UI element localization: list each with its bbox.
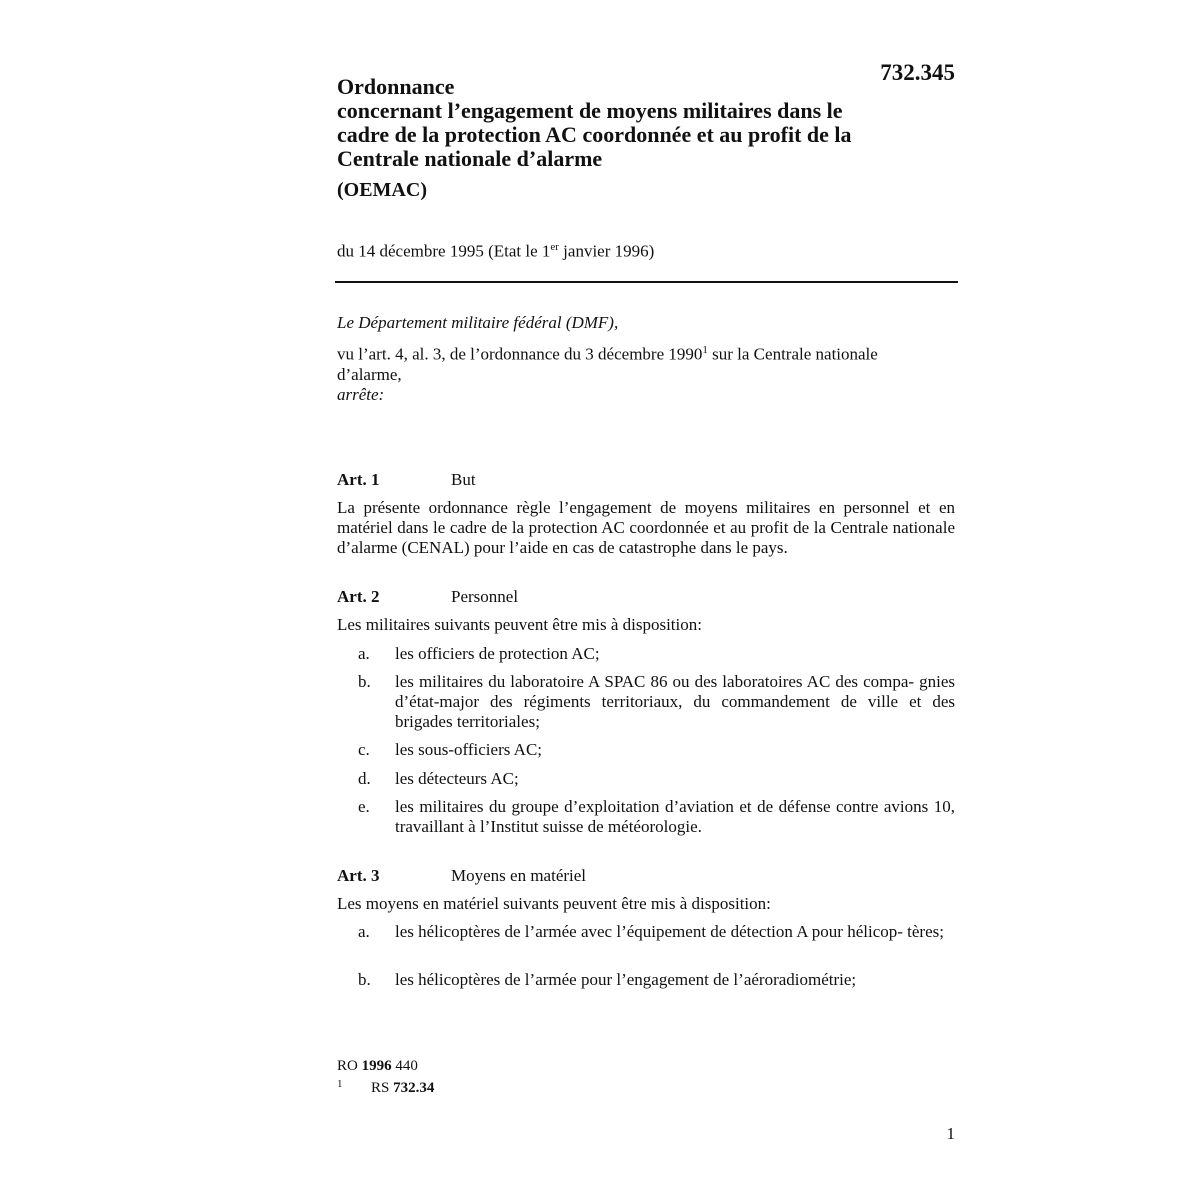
list-item-letter: a. [358,922,370,941]
footnote-reference: 1 [702,344,708,356]
date-superscript: er [550,241,559,253]
article-1-text: La présente ordonnance règle l’engagement de moyens militaires en personnel et en matériel dans le cadre de la protection AC coordonnée et au profit de la Centrale nationale d’alarme (CENAL) pour l’aide en cas de catastrophe dans le pays. [337,498,955,557]
article-2-intro: Les militaires suivants peuvent être mis à disposition: [337,615,702,634]
ro-year: 1996 [361,1058,392,1074]
list-item-text: les détecteurs AC; [395,769,519,788]
date-suffix: janvier 1996) [558,241,655,261]
list-item-letter: c. [358,740,370,759]
document-abbreviation: (OEMAC) [337,179,427,201]
footnote-text [371,1080,434,1097]
title-line-4: Centrale nationale d’alarme [337,146,603,171]
list-item-text: les sous-officiers AC; [395,740,543,759]
title-line-2: concernant l’engagement de moyens militaires dans le [337,98,843,123]
header-divider [335,281,958,283]
article-3-title: Moyens en matériel [451,866,587,885]
article-1-number: Art. 1 [337,470,380,489]
footnote-number: 1 [337,1078,343,1090]
document-title [337,75,937,171]
preamble-authority: Le Département militaire fédéral (DMF), [337,313,619,332]
list-item-text: les hélicoptères de l’armée pour l’engagement de l’aéroradiométrie; [395,970,857,989]
article-2-title: Personnel [451,587,519,606]
sr-number: 732.345 [880,60,955,85]
list-item-letter: b. [358,970,371,989]
document-date [337,241,654,262]
title-line-1: Ordonnance [337,74,455,99]
list-item-text: les hélicoptères de l’armée avec l’équipement de détection A pour hélicop- tères; [395,922,944,941]
list-item-letter: e. [358,797,370,816]
title-line-3: cadre de la protection AC coordonnée et au profit de la [337,122,852,147]
date-prefix: du 14 décembre 1995 (Etat le 1 [337,241,551,261]
list-item-letter: a. [358,644,370,663]
list-item-letter: d. [358,769,371,788]
article-2-number: Art. 2 [337,587,380,606]
article-1-title: But [451,470,476,489]
preamble-basis-text-cont: sur la Centrale nationale d’alarme, [337,344,878,384]
list-item-text: les militaires du laboratoire A SPAC 86 ou des laboratoires AC des compa- gnies d’état-major des régiments territoriaux, du commandement de ville et des brigades territoriales; [395,672,955,731]
preamble-basis [337,340,937,385]
article-3-intro: Les moyens en matériel suivants peuvent être mis à disposition: [337,894,771,913]
article-3-number: Art. 3 [337,866,380,885]
preamble-basis-text: vu l’art. 4, al. 3, de l’ordonnance du 3 décembre 1990 [337,344,703,364]
ro-citation [337,1058,418,1075]
ro-prefix: RO [337,1058,362,1074]
list-item-text: les officiers de protection AC; [395,644,600,663]
rs-number: 732.34 [393,1080,435,1096]
page-number: 1 [946,1124,955,1143]
list-item-text: les militaires du groupe d’exploitation d’aviation et de défense contre avions 10, travaillant à l’Institut suisse de météorologie. [395,797,955,836]
ro-page: 440 [391,1058,418,1074]
preamble-decree: arrête: [337,385,385,404]
list-item-letter: b. [358,672,371,691]
rs-prefix: RS [371,1080,394,1096]
